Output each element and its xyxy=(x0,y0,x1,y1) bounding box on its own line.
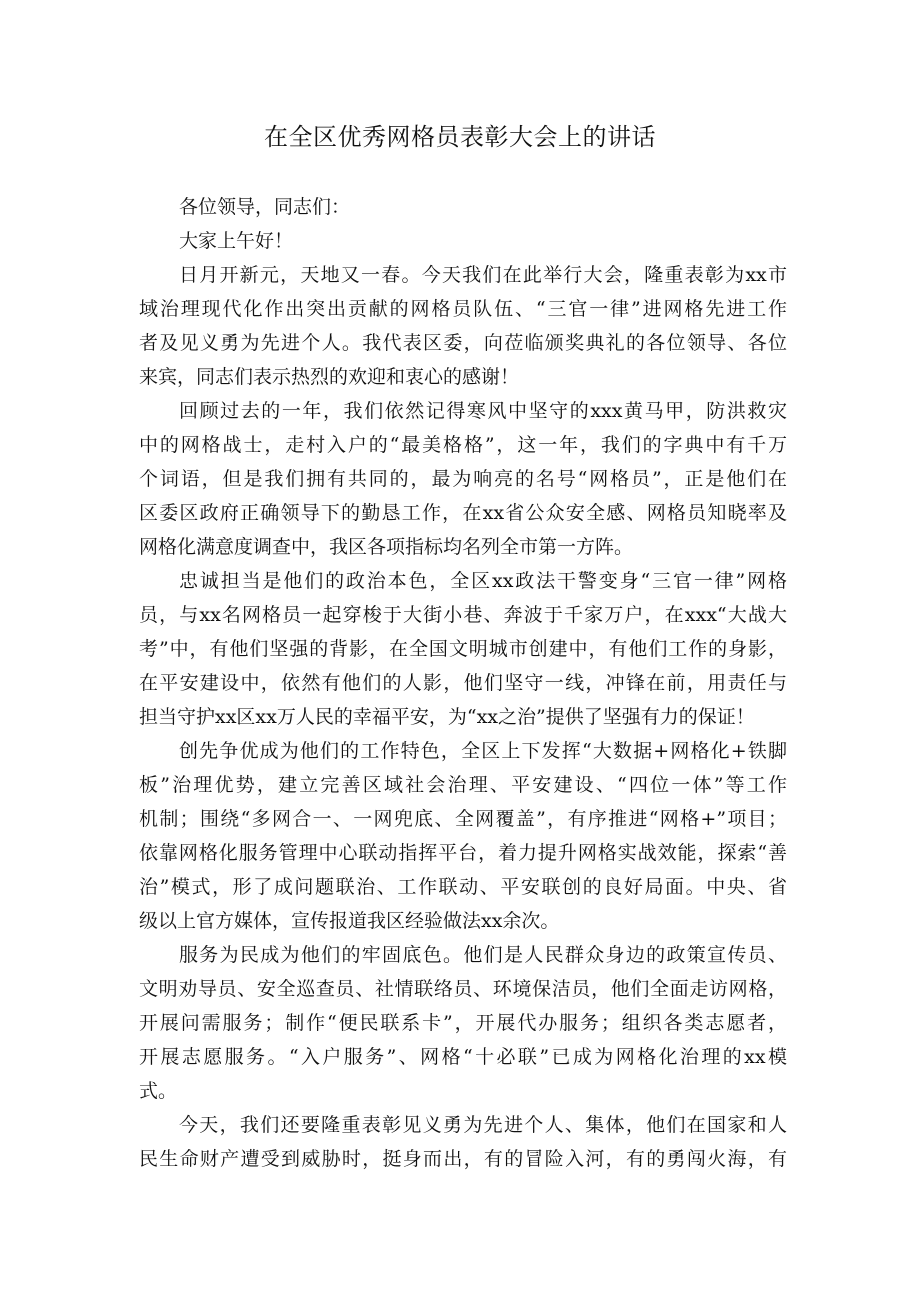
paragraph-2-line-4: 区委区政府正确领导下的勤恳工作，在xx省公众安全感、网格员知晓率及 xyxy=(139,502,787,524)
paragraph-4-line-6: 级以上官方媒体，宣传报道我区经验做法xx余次。 xyxy=(139,910,560,932)
paragraph-1-line-4: 来宾，同志们表示热烈的欢迎和衷心的感谢！ xyxy=(139,366,520,388)
greeting-line: 大家上午好！ xyxy=(179,230,294,252)
paragraph-5-line-1: 服务为民成为他们的牢固底色。他们是人民群众身边的政策宣传员、 xyxy=(179,944,787,966)
paragraph-3-line-1: 忠诚担当是他们的政治本色，全区xx政法干警变身“三官一律”网格 xyxy=(179,570,787,592)
paragraph-4-line-1: 创先争优成为他们的工作特色，全区上下发挥“大数据+网格化+铁脚 xyxy=(179,740,787,762)
salutation-line: 各位领导，同志们： xyxy=(179,196,351,218)
paragraph-5-line-2: 文明劝导员、安全巡查员、社情联络员、环境保洁员，他们全面走访网格， xyxy=(139,978,787,1000)
document-body xyxy=(139,190,787,1176)
paragraph-5-line-4: 开展志愿服务。“入户服务”、网格“十必联”已成为网格化治理的xx模 xyxy=(139,1046,787,1068)
paragraph-2-line-3: 个词语，但是我们拥有共同的，最为响亮的名号“网格员”，正是他们在 xyxy=(139,468,787,490)
paragraph-6-line-1: 今天，我们还要隆重表彰见义勇为先进个人、集体，他们在国家和人 xyxy=(179,1114,787,1136)
paragraph-4-line-3: 机制；围绕“多网合一、一网兜底、全网覆盖”，有序推进“网格+”项目； xyxy=(139,808,787,830)
paragraph-4-line-2: 板”治理优势，建立完善区域社会治理、平安建设、“四位一体”等工作 xyxy=(139,774,787,796)
paragraph-1-line-2: 域治理现代化作出突出贡献的网格员队伍、“三官一律”进网格先进工作 xyxy=(139,298,787,320)
paragraph-3-line-5: 担当守护xx区xx万人民的幸福平安，为“xx之治”提供了坚强有力的保证！ xyxy=(139,706,755,728)
paragraph-6-line-2: 民生命财产遭受到威胁时，挺身而出，有的冒险入河，有的勇闯火海，有 xyxy=(139,1148,787,1170)
paragraph-4-line-4: 依靠网格化服务管理中心联动指挥平台，着力提升网格实战效能，探索“善 xyxy=(139,842,787,864)
paragraph-2-line-1: 回顾过去的一年，我们依然记得寒风中坚守的xxx黄马甲，防洪救灾 xyxy=(179,400,787,422)
document-title: 在全区优秀网格员表彰大会上的讲话 xyxy=(264,123,656,151)
paragraph-3-line-2: 员，与xx名网格员一起穿梭于大街小巷、奔波于千家万户，在xxx“大战大 xyxy=(139,604,787,626)
paragraph-1-line-1: 日月开新元，天地又一春。今天我们在此举行大会，隆重表彰为xx市 xyxy=(179,264,787,286)
paragraph-2-line-5: 网格化满意度调查中，我区各项指标均名列全市第一方阵。 xyxy=(139,536,634,558)
paragraph-2-line-2: 中的网格战士，走村入户的“最美格格”，这一年，我们的字典中有千万 xyxy=(139,434,787,456)
paragraph-3-line-3: 考”中，有他们坚强的背影，在全国文明城市创建中，有他们工作的身影， xyxy=(139,638,787,660)
paragraph-4-line-5: 治”模式，形了成问题联治、工作联动、平安联创的良好局面。中央、省 xyxy=(139,876,787,898)
paragraph-3-line-4: 在平安建设中，依然有他们的人影，他们坚守一线，冲锋在前，用责任与 xyxy=(139,672,787,694)
paragraph-5-line-3: 开展问需服务；制作“便民联系卡”，开展代办服务；组织各类志愿者， xyxy=(139,1012,787,1034)
paragraph-5-line-5: 式。 xyxy=(139,1080,178,1102)
paragraph-1-line-3: 者及见义勇为先进个人。我代表区委，向莅临颁奖典礼的各位领导、各位 xyxy=(139,332,787,354)
